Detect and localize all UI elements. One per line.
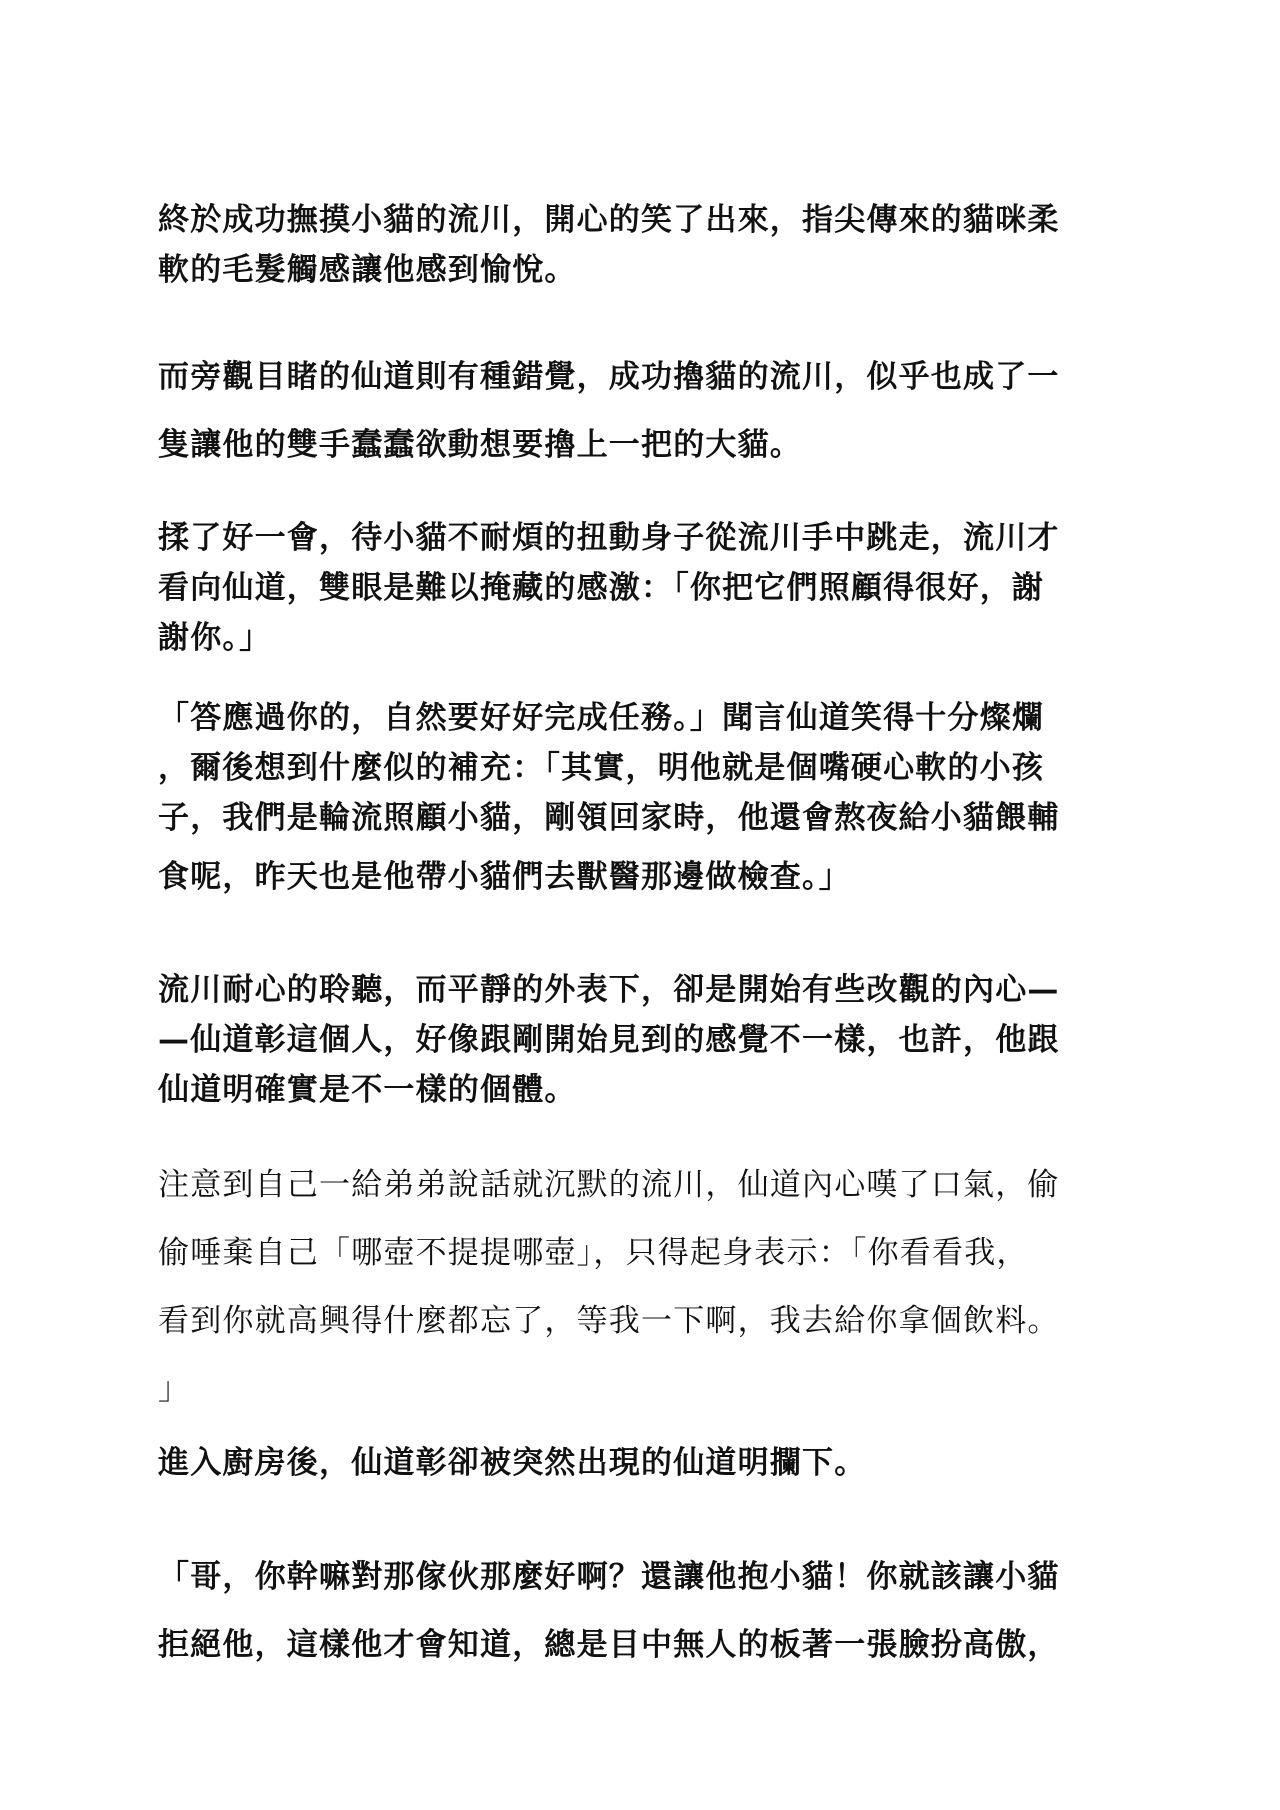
text-line: 仙道明確實是不一樣的個體。 (158, 1072, 577, 1108)
paragraph-8 (158, 1543, 1060, 1679)
text-line: 食呢，昨天也是他帶小貓們去獸醫那邊做檢查。」 (158, 859, 851, 895)
text-line: 終於成功撫摸小貓的流川，開心的笑了出來，指尖傳來的貓咪柔 (158, 202, 1060, 238)
text-line: 拒絕他，這樣他才會知道，總是目中無人的板著一張臉扮高傲， (158, 1627, 1060, 1663)
text-line: 「哥，你幹嘛對那傢伙那麼好啊？還讓他抱小貓！你就該讓小貓 (158, 1559, 1060, 1595)
paragraph-6 (158, 1151, 1060, 1423)
paragraph-3 (158, 513, 1060, 663)
text-line: 謝你。」 (158, 620, 272, 656)
text-line: 「答應過你的，自然要好好完成任務。」聞言仙道笑得十分燦爛 (158, 700, 1045, 736)
text-line: —仙道彰這個人，好像跟剛開始見到的感覺不一樣，也許，他跟 (158, 1022, 1060, 1058)
text-line: 隻讓他的雙手蠢蠢欲動想要擼上一把的大貓。 (158, 427, 802, 463)
text-line: ，爾後想到什麼似的補充：「其實，明他就是個嘴硬心軟的小孩 (158, 750, 1045, 786)
paragraph-4 (158, 693, 1060, 911)
text-line: 看向仙道，雙眼是難以掩藏的感激：「你把它們照顧得很好，謝 (158, 570, 1045, 606)
text-line: 注意到自己一給弟弟說話就沉默的流川，仙道內心嘆了口氣，偷 (158, 1167, 1060, 1203)
paragraph-2 (158, 343, 1060, 479)
paragraph-7 (158, 1438, 866, 1488)
text-line: 子，我們是輪流照顧小貓，剛領回家時，他還會熬夜給小貓餵輔 (158, 800, 1060, 836)
text-line: 流川耐心的聆聽，而平靜的外表下，卻是開始有些改觀的內心— (158, 972, 1060, 1008)
paragraph-1 (158, 195, 1060, 295)
text-line: 軟的毛髮觸感讓他感到愉悅。 (158, 252, 577, 288)
text-line: 而旁觀目睹的仙道則有種錯覺，成功擼貓的流川，似乎也成了一 (158, 359, 1060, 395)
text-line: 看到你就高興得什麼都忘了，等我一下啊，我去給你拿個飲料。 (158, 1303, 1060, 1339)
paragraph-5 (158, 965, 1060, 1115)
text-line: 偷唾棄自己「哪壺不提提哪壺」，只得起身表示：「你看看我， (158, 1235, 1029, 1271)
text-line: 進入廚房後，仙道彰卻被突然出現的仙道明攔下。 (158, 1445, 867, 1481)
text-line: 揉了好一會，待小貓不耐煩的扭動身子從流川手中跳走，流川才 (158, 520, 1060, 556)
text-line: 」 (158, 1371, 191, 1407)
